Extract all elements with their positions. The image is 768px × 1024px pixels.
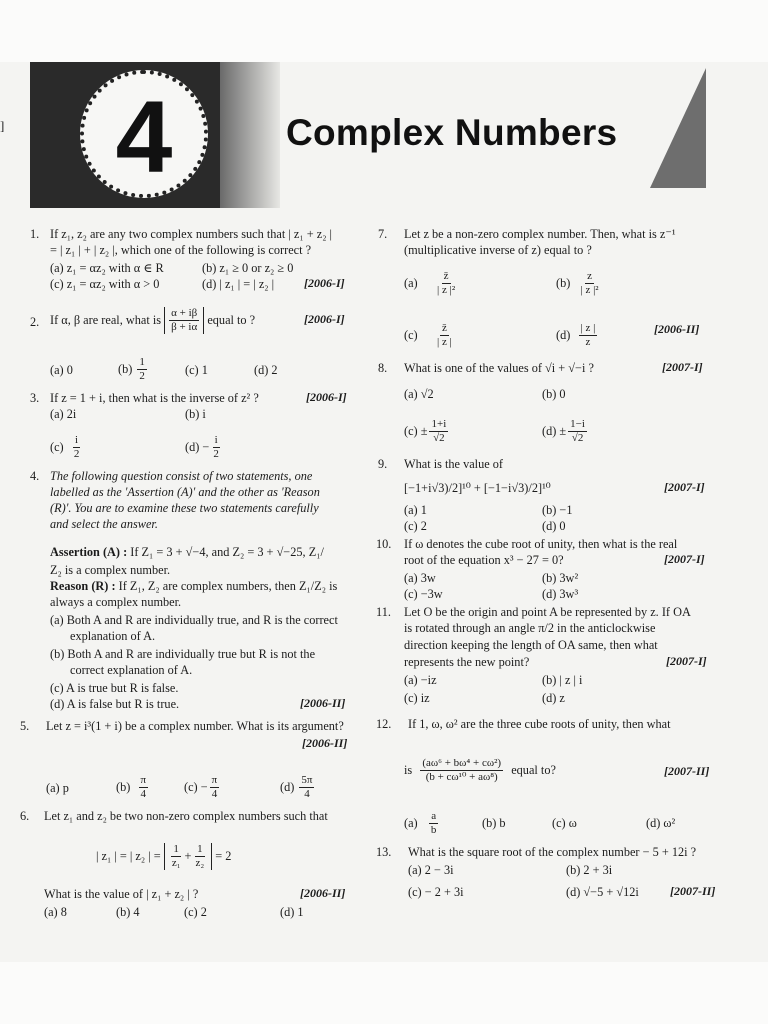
q2-fraction: [169, 307, 199, 334]
q9-expression: [−1+i√3)/2]¹⁰ + [−1−i√3)/2]¹⁰: [404, 481, 551, 495]
q9-option-c: (c) 2: [404, 519, 427, 533]
q2-text-pre: If α, β are real, what is: [50, 313, 162, 327]
q5-year: [2006-II]: [302, 736, 348, 750]
q3-c-den: 2: [73, 447, 80, 460]
q5-c-label: (c) −: [184, 780, 208, 794]
q7-b-frac: [579, 270, 601, 297]
q13-number: 13.: [376, 845, 392, 859]
q3-c-num: i: [75, 433, 79, 446]
q3-d-label: (d) −: [185, 440, 210, 454]
q2-fraction-den: β + iα: [171, 320, 198, 333]
q11-option-b: (b) | z | i: [542, 673, 583, 687]
q7-c-frac: [435, 322, 454, 349]
q6-f2-num: 1: [197, 842, 203, 855]
q6-option-d: (d) 1: [280, 905, 304, 919]
q6-text: Let z₁ and z₂ be two non-zero complex numbers such that: [44, 809, 328, 823]
q6-f1-num: 1: [173, 842, 179, 855]
q3-option-d: [185, 430, 223, 464]
q12-a-num: a: [431, 809, 437, 822]
q4-instr-line1: The following question consist of two statements, one: [50, 469, 313, 483]
q5-c-den: 4: [211, 787, 218, 800]
q7-d-den: z: [585, 335, 591, 348]
q2-number: 2.: [30, 315, 40, 329]
q7-c-label: (c): [404, 328, 418, 342]
q4-instr-line3: (R)'. You are to examine these two statements carefully: [50, 501, 319, 515]
q12-f-den: (b + cω¹⁰ + aω⁸): [425, 770, 498, 783]
q1-option-a: (a) z₁ = αz₂ with α ∈ R: [50, 261, 164, 275]
q12-post: equal to?: [511, 763, 556, 777]
q2-fraction-num: α + iβ: [171, 306, 198, 319]
q12-year: [2007-II]: [664, 764, 710, 778]
q4-instr-line4: and select the answer.: [50, 517, 158, 531]
q7-a-num: z̄: [443, 269, 449, 282]
q8-d-frac: [568, 418, 587, 445]
q4-option-d: (d) A is false but R is true.: [50, 697, 180, 711]
q9-text: What is the value of: [404, 457, 504, 471]
q12-frac: [420, 757, 503, 784]
q9-option-d: (d) 0: [542, 519, 566, 533]
q8-c-label: (c) ±: [404, 424, 428, 438]
q11-text-line4: represents the new point?: [404, 655, 530, 669]
q4-instr-line2: labelled as the 'Assertion (A)' and the other as 'Reason: [50, 485, 320, 499]
q9-option-b: (b) −1: [542, 503, 573, 517]
q8-d-den: √2: [571, 431, 584, 444]
q4-assertion-line2: Z₂ is a complex number.: [50, 563, 171, 577]
q4-option-a-line1: (a) Both A and R are individually true, and R is the correct: [50, 613, 338, 627]
q8-c-frac: [429, 418, 448, 445]
chapter-title: Complex Numbers: [286, 112, 618, 153]
q4-reason-line2: always a complex number.: [50, 595, 182, 609]
q10-option-d: (d) 3w³: [542, 587, 579, 601]
q4-reason-label: Reason (R) :: [50, 579, 116, 593]
q3-c-frac: [72, 434, 82, 461]
q8-year: [2007-I]: [662, 360, 703, 374]
q2-option-c: (c) 1: [185, 363, 208, 377]
q4-option-a-line2: explanation of A.: [70, 629, 156, 643]
q10-year: [2007-I]: [664, 552, 705, 566]
q13-option-d: (d) √−5 + √12i: [566, 885, 639, 899]
q7-a-label: (a): [404, 276, 418, 290]
q5-b-den: 4: [140, 787, 147, 800]
q4-reason: [50, 578, 337, 594]
q4-option-b-line2: correct explanation of A.: [70, 663, 193, 677]
q9-year: [2007-I]: [664, 480, 705, 494]
q12-option-b: (b) b: [482, 816, 506, 830]
q4-number: 4.: [30, 469, 40, 483]
q7-option-c: [404, 318, 456, 352]
banner-fade: [220, 62, 280, 208]
q6-frac1: [170, 843, 183, 870]
q2-question: [50, 302, 255, 338]
q4-assertion: [50, 544, 324, 560]
q5-b-frac: [139, 774, 149, 801]
q4-option-c: (c) A is true but R is false.: [50, 681, 179, 695]
q5-c-num: π: [211, 773, 218, 786]
q7-c-den: | z |: [437, 335, 452, 348]
q10-option-c: (c) −3w: [404, 587, 443, 601]
q7-a-den: | z |²: [437, 283, 456, 296]
q12-a-label: (a): [404, 816, 418, 830]
q6-number: 6.: [20, 809, 30, 823]
q1-option-b: (b) z₁ ≥ 0 or z₂ ≥ 0: [202, 261, 294, 275]
q5-d-num: 5π: [301, 773, 313, 786]
q9-number: 9.: [378, 457, 388, 471]
q8-d-num: 1−i: [570, 417, 585, 430]
q5-d-den: 4: [304, 787, 310, 800]
q2-text-post: equal to ?: [207, 313, 256, 327]
q8-option-d: [542, 414, 589, 448]
q5-c-frac: [210, 774, 220, 801]
q6-option-b: (b) 4: [116, 905, 140, 919]
q10-text-line2: root of the equation x³ − 27 = 0?: [404, 553, 564, 567]
q8-option-a: (a) √2: [404, 387, 434, 401]
q3-c-label: (c): [50, 440, 64, 454]
q4-year: [2006-II]: [300, 696, 346, 710]
q1-text-line1: If z₁, z₂ are any two complex numbers such that | z₁ + z₂ |: [50, 227, 333, 241]
q3-option-c: [50, 430, 83, 464]
q11-text-line1: Let O be the origin and point A be represented by z. If OA: [404, 605, 691, 619]
q6-abs-sum: $\frac{1}{\text{z₁}}$ + $\frac{1}{\text{z₂}}$: [164, 843, 212, 870]
q8-option-c: [404, 414, 450, 448]
q2-b-den: 2: [139, 369, 145, 382]
q8-d-label: (d) ±: [542, 424, 567, 438]
q5-d-frac: [299, 774, 314, 801]
q7-b-den: | z |²: [580, 283, 599, 296]
q11-year: [2007-I]: [666, 654, 707, 668]
q3-option-a: (a) 2i: [50, 407, 77, 421]
q10-option-a: (a) 3w: [404, 571, 436, 585]
q8-option-b: (b) 0: [542, 387, 566, 401]
q12-option-d: (d) ω²: [646, 816, 676, 830]
q5-option-c: [184, 770, 221, 804]
q7-d-frac: [579, 322, 598, 349]
q10-text-line1: If ω denotes the cube root of unity, then what is the real: [404, 537, 678, 551]
q5-option-a: (a) p: [46, 781, 69, 795]
q2-option-b-frac: [137, 356, 147, 383]
q7-text-line1: Let z be a non-zero complex number. Then, what is z⁻¹: [404, 227, 676, 241]
q3-option-b: (b) i: [185, 407, 206, 421]
q4-assertion-label: Assertion (A) :: [50, 545, 128, 559]
q13-year: [2007-II]: [670, 884, 716, 898]
q11-text-line2: is rotated through an angle π/2 in the anticlockwise: [404, 621, 656, 635]
q1-text-line2: = | z₁ | + | z₂ |, which one of the following is correct ?: [50, 243, 312, 257]
q12-a-frac: [429, 810, 439, 837]
q3-d-num: i: [214, 433, 218, 446]
chapter-number-badge: [80, 70, 208, 198]
q3-number: 3.: [30, 391, 40, 405]
q13-option-a: (a) 2 − 3i: [408, 863, 454, 877]
q12-option-c: (c) ω: [552, 816, 577, 830]
q7-c-num: z̄: [441, 321, 447, 334]
q3-year: [2006-I]: [306, 390, 347, 404]
q8-text: What is one of the values of √i + √−i ?: [404, 361, 594, 375]
q6-equation: [96, 836, 231, 876]
q7-d-label: (d): [556, 328, 571, 342]
chapter-number: 4: [115, 80, 173, 194]
q12-a-den: b: [430, 823, 437, 836]
q11-option-a: (a) −iz: [404, 673, 437, 687]
q3-d-frac: [211, 434, 221, 461]
q11-option-c: (c) iz: [404, 691, 430, 705]
q6-f1-den: z₁: [171, 856, 181, 869]
q1-option-d: (d) | z₁ | = | z₂ |: [202, 277, 275, 291]
q12-is: is: [404, 763, 413, 777]
q3-d-den: 2: [213, 447, 219, 460]
q7-option-d: [556, 318, 599, 352]
q5-b-num: π: [140, 773, 147, 786]
q11-option-d: (d) z: [542, 691, 565, 705]
q5-number: 5.: [20, 719, 30, 733]
q12-f-num: (aω⁶ + bω⁴ + cω²): [422, 756, 502, 769]
q4-option-b-line1: (b) Both A and R are individually true but R is not the: [50, 647, 316, 661]
q4-assertion-text: If Z₁ = 3 + √−4, and Z₂ = 3 + √−25, Z₁/: [127, 545, 324, 559]
q7-b-label: (b): [556, 276, 571, 290]
q4-reason-text: If Z₁, Z₂ are complex numbers, then Z₁/Z₂ is: [115, 579, 338, 593]
q8-c-num: 1+i: [431, 417, 447, 430]
q10-option-b: (b) 3w²: [542, 571, 579, 585]
q7-b-num: z: [587, 269, 592, 282]
q2-year: [2006-I]: [304, 312, 345, 326]
q2-b-num: 1: [139, 355, 145, 368]
q6-f2-den: z₂: [195, 856, 205, 869]
q8-number: 8.: [378, 361, 388, 375]
q1-option-c: (c) z₁ = αz₂ with α > 0: [50, 277, 160, 291]
q13-option-b: (b) 2 + 3i: [566, 863, 613, 877]
q1-year: [2006-I]: [304, 276, 345, 290]
q6-ask: What is the value of | z₁ + z₂ | ?: [44, 887, 199, 901]
q2-option-d: (d) 2: [254, 363, 278, 377]
q7-text-line2: (multiplicative inverse of z) equal to ?: [404, 243, 592, 257]
q11-number: 11.: [376, 605, 391, 619]
margin-mark: ]: [0, 118, 5, 133]
q7-year: [2006-II]: [654, 322, 700, 336]
q3-text: If z = 1 + i, then what is the inverse of z² ?: [50, 391, 259, 405]
q6-eq-pre: | z₁ | = | z₂ | =: [96, 849, 161, 863]
q13-text: What is the square root of the complex number − 5 + 12i ?: [408, 845, 697, 859]
decorative-triangle: [650, 68, 706, 188]
q7-d-num: | z |: [580, 321, 596, 334]
q8-c-den: √2: [433, 431, 445, 444]
q10-number: 10.: [376, 537, 392, 551]
q5-option-b: [116, 770, 150, 804]
q13-option-c: (c) − 2 + 3i: [408, 885, 464, 899]
q7-option-a: [404, 266, 459, 300]
q5-b-label: (b): [116, 780, 131, 794]
q7-option-b: [556, 266, 603, 300]
q5-text: Let z = i³(1 + i) be a complex number. What is its argument?: [46, 719, 344, 733]
q2-option-a: (a) 0: [50, 363, 73, 377]
q11-text-line3: direction keeping the length of OA same, then what: [404, 638, 658, 652]
q5-d-label: (d): [280, 780, 295, 794]
q12-expression: [404, 752, 556, 788]
q6-option-c: (c) 2: [184, 905, 207, 919]
q12-text: If 1, ω, ω² are the three cube roots of unity, then what: [408, 717, 671, 731]
q7-a-frac: [435, 270, 457, 297]
q12-number: 12.: [376, 717, 392, 731]
q7-number: 7.: [378, 227, 388, 241]
q6-frac2: [193, 843, 206, 870]
q9-option-a: (a) 1: [404, 503, 427, 517]
q6-eq-post: = 2: [215, 849, 232, 863]
q2-abs-expr: [164, 307, 204, 334]
q2-option-b: [118, 352, 149, 386]
q2-option-b-label: (b): [118, 362, 133, 376]
q5-option-d: [280, 770, 316, 804]
q1-number: 1.: [30, 227, 40, 241]
q6-option-a: (a) 8: [44, 905, 67, 919]
q6-year: [2006-II]: [300, 886, 346, 900]
q12-option-a: [404, 806, 440, 840]
